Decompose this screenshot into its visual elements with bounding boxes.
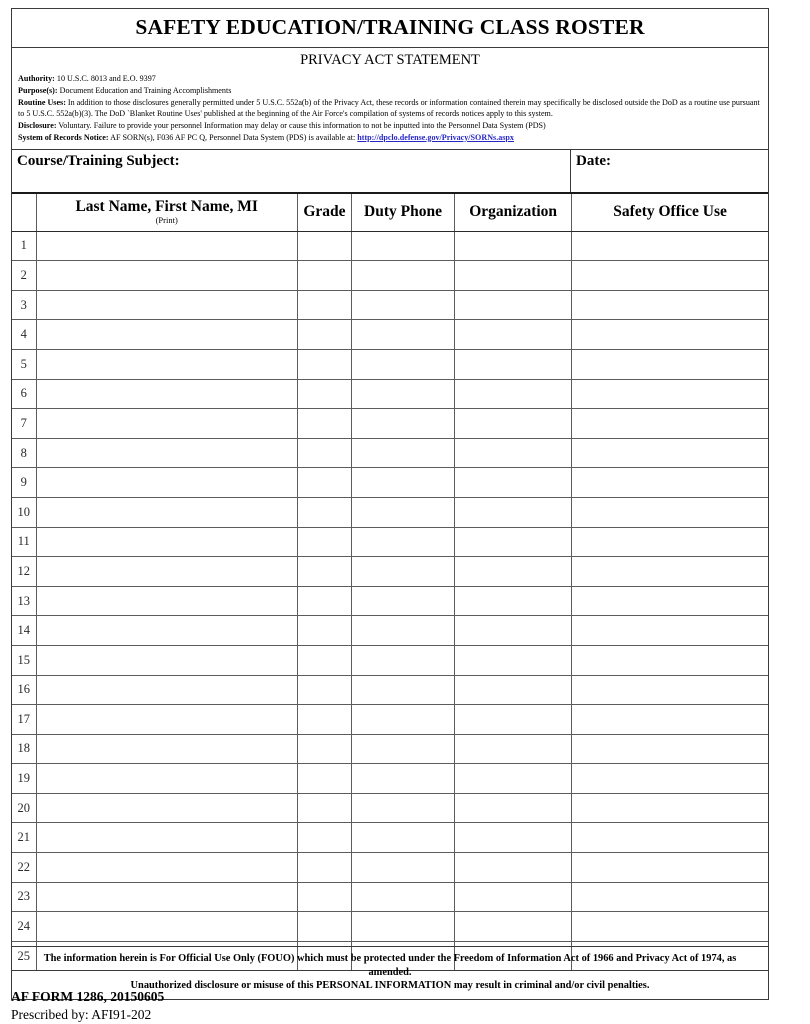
safety-office-use-cell[interactable] [572, 823, 768, 853]
name-cell[interactable] [36, 438, 297, 468]
name-cell[interactable] [36, 349, 297, 379]
privacy-act-heading: PRIVACY ACT STATEMENT [300, 52, 480, 68]
date-field[interactable] [571, 150, 768, 192]
safety-office-use-cell[interactable] [572, 764, 768, 794]
organization-cell[interactable] [455, 882, 572, 912]
safety-office-use-cell[interactable] [572, 645, 768, 675]
grade-cell[interactable] [297, 705, 351, 735]
privacy-disclosure-line [18, 121, 762, 132]
table-row [12, 853, 768, 883]
page-title: SAFETY EDUCATION/TRAINING CLASS ROSTER [135, 15, 645, 39]
safety-office-use-cell[interactable] [572, 616, 768, 646]
row-number-cell: 13 [12, 586, 36, 616]
roster-table-header [12, 194, 768, 232]
organization-cell[interactable] [455, 409, 572, 439]
duty-phone-cell[interactable] [351, 409, 454, 439]
table-row [12, 349, 768, 379]
privacy-routine-uses-label: Routine Uses: [18, 98, 66, 108]
grade-cell[interactable] [297, 616, 351, 646]
name-cell[interactable] [36, 734, 297, 764]
privacy-purpose-label: Purpose(s): [18, 86, 58, 96]
privacy-sorn-label: System of Records Notice: [18, 132, 109, 142]
safety-office-use-cell[interactable] [572, 912, 768, 942]
organization-cell[interactable] [455, 261, 572, 291]
grade-cell[interactable] [297, 823, 351, 853]
duty-phone-cell[interactable] [351, 764, 454, 794]
row-number-cell: 11 [12, 527, 36, 557]
safety-office-use-cell[interactable] [572, 290, 768, 320]
privacy-routine-uses-text: In addition to those disclosures generally permitted under 5 U.S.C. 552a(b) of the Privacy Act, these records or information contained therein may specifically be disclosed outside the DoD as a routine use pursuant to 5 U.S.C. 552a(b)(3). The DoD `Blanket Routine Uses' published at the beginning of the Air Force's compilation of systems of records notices apply to this system. [18, 98, 760, 118]
table-row [12, 645, 768, 675]
form-number: AF FORM 1286, 20150605 [11, 989, 165, 1004]
name-cell[interactable] [36, 320, 297, 350]
organization-cell[interactable] [455, 912, 572, 942]
privacy-purpose-text: Document Education and Training Accomplishments [57, 86, 232, 96]
grade-cell[interactable] [297, 645, 351, 675]
grade-cell[interactable] [297, 882, 351, 912]
safety-office-use-cell[interactable] [572, 853, 768, 883]
row-number-cell: 16 [12, 675, 36, 705]
safety-office-use-cell[interactable] [572, 261, 768, 291]
table-row [12, 497, 768, 527]
table-row [12, 468, 768, 498]
fouo-notice-line-2: Unauthorized disclosure or misuse of this PERSONAL INFORMATION may result in criminal and/or civil penalties. [130, 980, 650, 992]
course-subject-label: Course/Training Subject: [17, 152, 180, 169]
safety-office-use-cell[interactable] [572, 349, 768, 379]
row-number-cell: 10 [12, 497, 36, 527]
roster-table [12, 194, 768, 971]
safety-office-use-cell[interactable] [572, 231, 768, 261]
row-number-cell: 3 [12, 290, 36, 320]
organization-cell[interactable] [455, 349, 572, 379]
name-cell[interactable] [36, 527, 297, 557]
table-row [12, 793, 768, 823]
name-cell[interactable] [36, 912, 297, 942]
safety-office-use-cell[interactable] [572, 527, 768, 557]
row-number-cell: 1 [12, 231, 36, 261]
organization-cell[interactable] [455, 379, 572, 409]
name-cell[interactable] [36, 823, 297, 853]
name-cell[interactable] [36, 379, 297, 409]
safety-office-use-cell[interactable] [572, 557, 768, 587]
duty-phone-cell[interactable] [351, 645, 454, 675]
column-header-duty-phone: Duty Phone [351, 194, 454, 232]
table-row [12, 409, 768, 439]
safety-office-use-cell[interactable] [572, 497, 768, 527]
grade-cell[interactable] [297, 793, 351, 823]
row-number-cell: 4 [12, 320, 36, 350]
grade-cell[interactable] [297, 853, 351, 883]
row-number-cell: 25 [12, 941, 36, 970]
name-cell[interactable] [36, 675, 297, 705]
privacy-authority-line [18, 74, 762, 85]
grade-cell[interactable] [297, 764, 351, 794]
privacy-authority-label: Authority: [18, 74, 55, 83]
organization-cell[interactable] [455, 675, 572, 705]
grade-cell[interactable] [297, 527, 351, 557]
organization-cell[interactable] [455, 438, 572, 468]
privacy-sorn-line [18, 133, 762, 144]
date-label: Date: [576, 152, 611, 169]
table-row [12, 616, 768, 646]
column-header-name-main: Last Name, First Name, MI [75, 197, 258, 215]
row-number-cell: 12 [12, 557, 36, 587]
organization-cell[interactable] [455, 616, 572, 646]
form-identification [11, 988, 411, 1024]
safety-office-use-cell[interactable] [572, 705, 768, 735]
table-row [12, 290, 768, 320]
grade-cell[interactable] [297, 379, 351, 409]
organization-cell[interactable] [455, 557, 572, 587]
safety-office-use-cell[interactable] [572, 675, 768, 705]
privacy-act-section [12, 48, 768, 150]
column-header-grade: Grade [297, 194, 351, 232]
duty-phone-cell[interactable] [351, 290, 454, 320]
name-cell[interactable] [36, 586, 297, 616]
table-row [12, 882, 768, 912]
name-cell[interactable] [36, 645, 297, 675]
row-number-cell: 7 [12, 409, 36, 439]
grade-cell[interactable] [297, 290, 351, 320]
column-header-name [36, 194, 297, 232]
table-row [12, 320, 768, 350]
grade-cell[interactable] [297, 586, 351, 616]
name-cell[interactable] [36, 793, 297, 823]
form-frame [11, 8, 769, 971]
grade-cell[interactable] [297, 349, 351, 379]
column-header-organization: Organization [455, 194, 572, 232]
table-row [12, 231, 768, 261]
duty-phone-cell[interactable] [351, 468, 454, 498]
table-row [12, 438, 768, 468]
duty-phone-cell[interactable] [351, 734, 454, 764]
duty-phone-cell[interactable] [351, 823, 454, 853]
row-number-cell: 17 [12, 705, 36, 735]
organization-cell[interactable] [455, 231, 572, 261]
table-row [12, 705, 768, 735]
grade-cell[interactable] [297, 438, 351, 468]
duty-phone-cell[interactable] [351, 320, 454, 350]
organization-cell[interactable] [455, 527, 572, 557]
column-header-number [12, 194, 36, 232]
row-number-cell: 24 [12, 912, 36, 942]
duty-phone-cell[interactable] [351, 349, 454, 379]
organization-cell[interactable] [455, 853, 572, 883]
row-number-cell: 14 [12, 616, 36, 646]
privacy-purpose-line [18, 86, 762, 97]
duty-phone-cell[interactable] [351, 261, 454, 291]
name-cell[interactable] [36, 261, 297, 291]
row-number-cell: 21 [12, 823, 36, 853]
row-number-cell: 9 [12, 468, 36, 498]
grade-cell[interactable] [297, 409, 351, 439]
header-row [12, 194, 768, 232]
duty-phone-cell[interactable] [351, 616, 454, 646]
row-number-cell: 6 [12, 379, 36, 409]
safety-office-use-cell[interactable] [572, 468, 768, 498]
row-number-cell: 19 [12, 764, 36, 794]
table-row [12, 557, 768, 587]
row-number-cell: 20 [12, 793, 36, 823]
duty-phone-cell[interactable] [351, 705, 454, 735]
duty-phone-cell[interactable] [351, 557, 454, 587]
title-band [12, 9, 768, 48]
name-cell[interactable] [36, 557, 297, 587]
table-row [12, 261, 768, 291]
grade-cell[interactable] [297, 675, 351, 705]
table-row [12, 379, 768, 409]
roster-table-body [12, 231, 768, 970]
duty-phone-cell[interactable] [351, 527, 454, 557]
grade-cell[interactable] [297, 261, 351, 291]
table-row [12, 586, 768, 616]
privacy-act-body [12, 74, 768, 149]
name-cell[interactable] [36, 290, 297, 320]
duty-phone-cell[interactable] [351, 438, 454, 468]
table-row [12, 823, 768, 853]
name-cell[interactable] [36, 497, 297, 527]
grade-cell[interactable] [297, 734, 351, 764]
course-date-row [12, 150, 768, 194]
duty-phone-cell[interactable] [351, 912, 454, 942]
table-row [12, 912, 768, 942]
table-row [12, 527, 768, 557]
duty-phone-cell[interactable] [351, 231, 454, 261]
name-cell[interactable] [36, 764, 297, 794]
name-cell[interactable] [36, 468, 297, 498]
row-number-cell: 5 [12, 349, 36, 379]
duty-phone-cell[interactable] [351, 675, 454, 705]
privacy-disclosure-text: Voluntary. Failure to provide your personnel Information may delay or cause this information to not be inputted into the Personnel Data System (PDS) [56, 120, 546, 130]
safety-office-use-cell[interactable] [572, 409, 768, 439]
name-cell[interactable] [36, 705, 297, 735]
grade-cell[interactable] [297, 231, 351, 261]
grade-cell[interactable] [297, 497, 351, 527]
row-number-cell: 8 [12, 438, 36, 468]
safety-office-use-cell[interactable] [572, 586, 768, 616]
privacy-authority-text: 10 U.S.C. 8013 and E.O. 9397 [54, 74, 156, 83]
name-cell[interactable] [36, 409, 297, 439]
row-number-cell: 2 [12, 261, 36, 291]
privacy-disclosure-label: Disclosure: [18, 120, 57, 130]
organization-cell[interactable] [455, 497, 572, 527]
course-subject-field[interactable] [12, 150, 571, 192]
prescribed-by: Prescribed by: AFI91-202 [11, 1007, 152, 1023]
organization-cell[interactable] [455, 468, 572, 498]
table-row [12, 734, 768, 764]
grade-cell[interactable] [297, 468, 351, 498]
fouo-notice-line-1: The information herein is For Official Use Only (FOUO) which must be protected under the Freedom of Information Act of 1966 and Privacy Act of 1974, as amended. [43, 953, 737, 978]
duty-phone-cell[interactable] [351, 586, 454, 616]
table-row [12, 675, 768, 705]
row-number-cell: 18 [12, 734, 36, 764]
organization-cell[interactable] [455, 320, 572, 350]
safety-office-use-cell[interactable] [572, 379, 768, 409]
name-cell[interactable] [36, 882, 297, 912]
grade-cell[interactable] [297, 557, 351, 587]
organization-cell[interactable] [455, 705, 572, 735]
duty-phone-cell[interactable] [351, 882, 454, 912]
duty-phone-cell[interactable] [351, 793, 454, 823]
safety-office-use-cell[interactable] [572, 438, 768, 468]
privacy-sorn-text: AF SORN(s), F036 AF PC Q, Personnel Data System (PDS) is available at: [108, 132, 358, 142]
duty-phone-cell[interactable] [351, 853, 454, 883]
organization-cell[interactable] [455, 793, 572, 823]
sorn-url-link[interactable]: http://dpclo.defense.gov/Privacy/SORNs.aspx [357, 132, 514, 142]
organization-cell[interactable] [455, 290, 572, 320]
row-number-cell: 15 [12, 645, 36, 675]
grade-cell[interactable] [297, 912, 351, 942]
safety-office-use-cell[interactable] [572, 793, 768, 823]
name-cell[interactable] [36, 853, 297, 883]
grade-cell[interactable] [297, 320, 351, 350]
safety-office-use-cell[interactable] [572, 320, 768, 350]
organization-cell[interactable] [455, 645, 572, 675]
organization-cell[interactable] [455, 764, 572, 794]
organization-cell[interactable] [455, 586, 572, 616]
organization-cell[interactable] [455, 734, 572, 764]
table-row [12, 764, 768, 794]
name-cell[interactable] [36, 231, 297, 261]
duty-phone-cell[interactable] [351, 379, 454, 409]
organization-cell[interactable] [455, 823, 572, 853]
row-number-cell: 23 [12, 882, 36, 912]
duty-phone-cell[interactable] [351, 497, 454, 527]
column-header-name-sub: (Print) [155, 215, 178, 226]
safety-office-use-cell[interactable] [572, 734, 768, 764]
row-number-cell: 22 [12, 853, 36, 883]
name-cell[interactable] [36, 616, 297, 646]
privacy-routine-uses-line [18, 98, 762, 119]
column-header-safety-office-use: Safety Office Use [572, 194, 768, 232]
safety-office-use-cell[interactable] [572, 882, 768, 912]
